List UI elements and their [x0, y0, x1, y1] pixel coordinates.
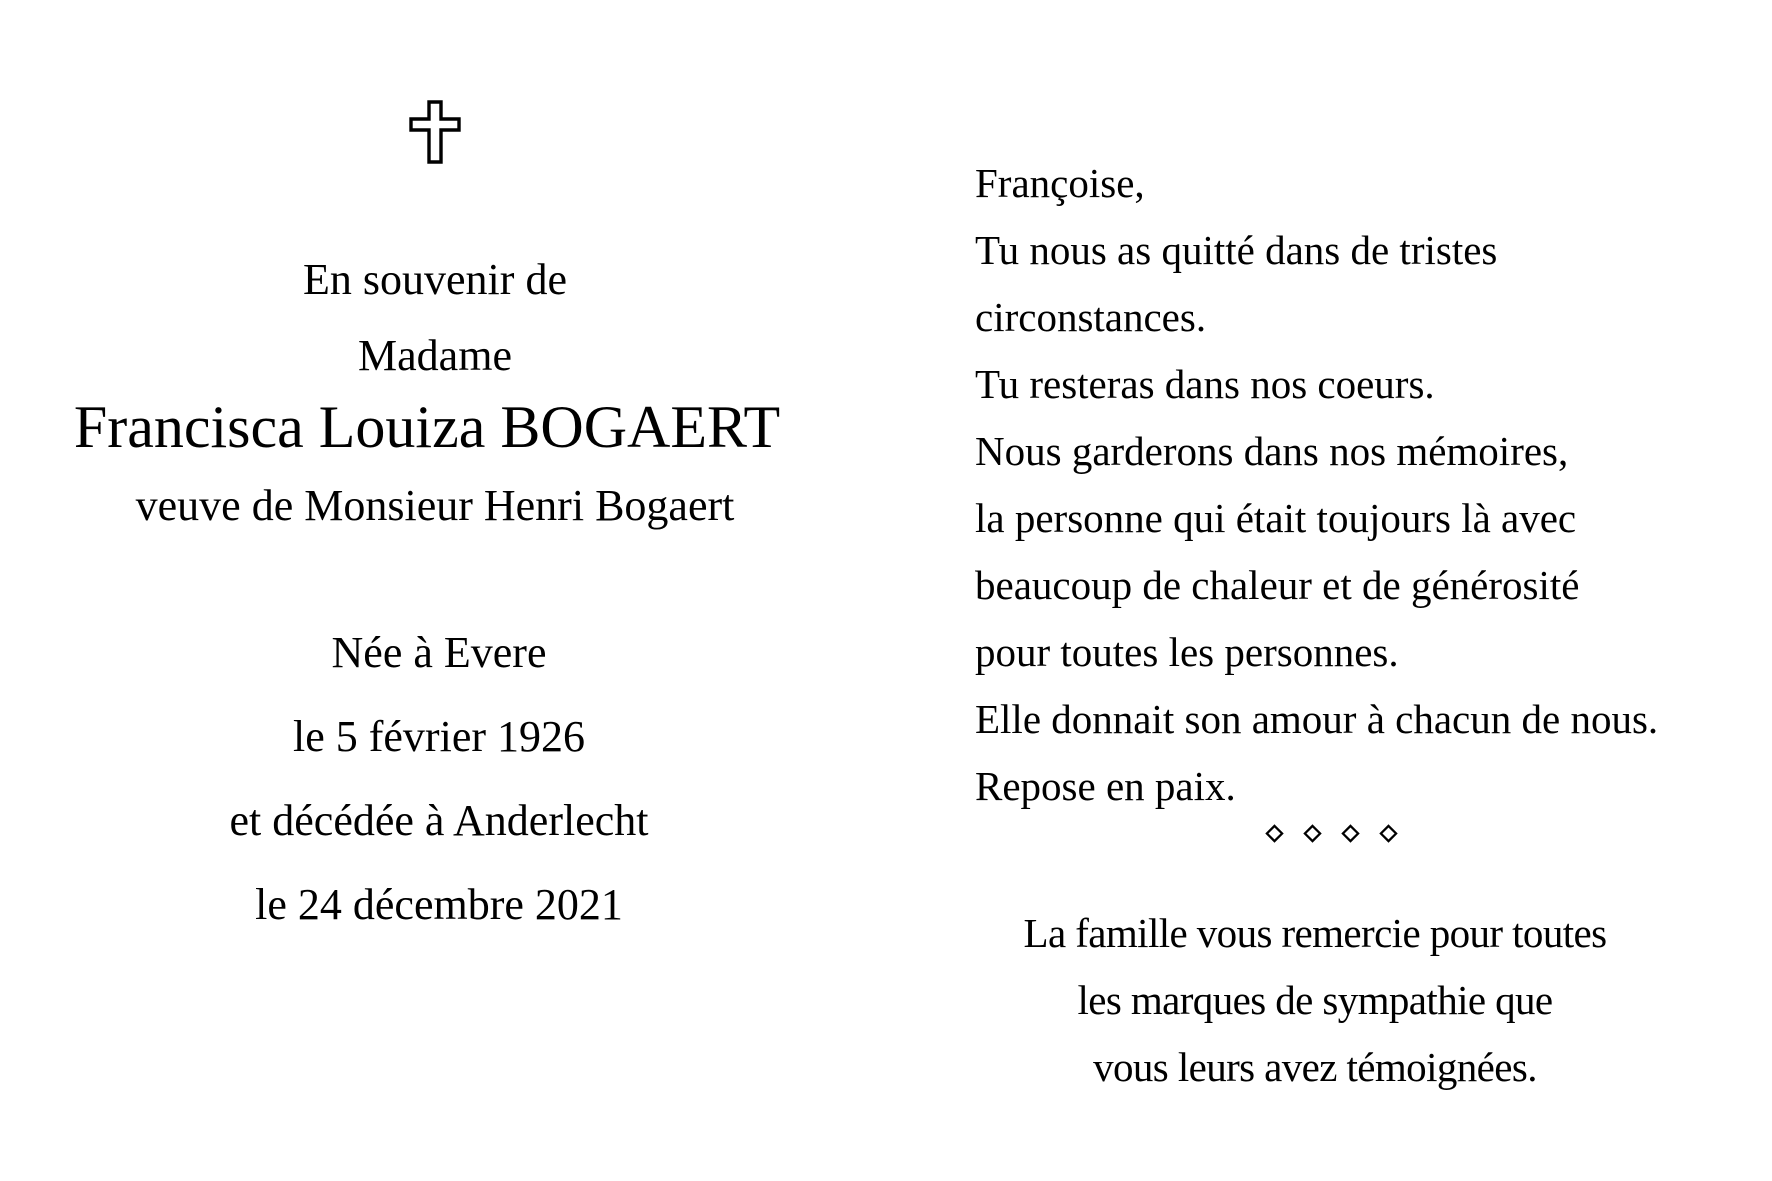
diamond-icon: [1265, 824, 1284, 843]
birth-place-text: Née à Evere: [331, 628, 547, 677]
right-panel: [975, 0, 1755, 1181]
poem: [975, 150, 1658, 820]
thanks-message: [1005, 900, 1625, 1101]
thanks-line: La famille vous remercie pour toutes: [1023, 910, 1607, 956]
poem-line: Tu nous as quitté dans de tristes: [975, 227, 1498, 273]
poem-line: circonstances.: [975, 294, 1207, 340]
widow-of-text: veuve de Monsieur Henri Bogaert: [135, 481, 735, 530]
poem-line: Nous garderons dans nos mémoires,: [975, 428, 1569, 474]
poem-line: pour toutes les personnes.: [975, 629, 1399, 675]
thanks-line: les marques de sympathie que: [1077, 977, 1553, 1023]
honorific-text: Madame: [358, 331, 512, 380]
birth-date-text: le 5 février 1926: [293, 712, 585, 761]
diamond-icon: [1379, 824, 1398, 843]
diamond-icon: [1341, 824, 1360, 843]
diamond-icon: [1303, 824, 1322, 843]
left-panel: [0, 0, 870, 1181]
intro-text: En souvenir de: [303, 255, 567, 304]
poem-line: Repose en paix.: [975, 763, 1236, 809]
deceased-name: Francisca Louiza BOGAERT: [73, 394, 781, 460]
poem-line: Françoise,: [975, 160, 1145, 206]
death-date-text: le 24 décembre 2021: [255, 880, 623, 929]
thanks-line: vous leurs avez témoignées.: [1093, 1044, 1537, 1090]
poem-line: beaucoup de chaleur et de générosité: [975, 562, 1580, 608]
poem-line: Tu resteras dans nos coeurs.: [975, 361, 1435, 407]
latin-cross-icon: [408, 100, 462, 164]
diamond-ornament: [1265, 824, 1415, 848]
poem-line: la personne qui était toujours là avec: [975, 495, 1577, 541]
death-place-text: et décédée à Anderlecht: [229, 796, 649, 845]
poem-line: Elle donnait son amour à chacun de nous.: [975, 696, 1659, 742]
